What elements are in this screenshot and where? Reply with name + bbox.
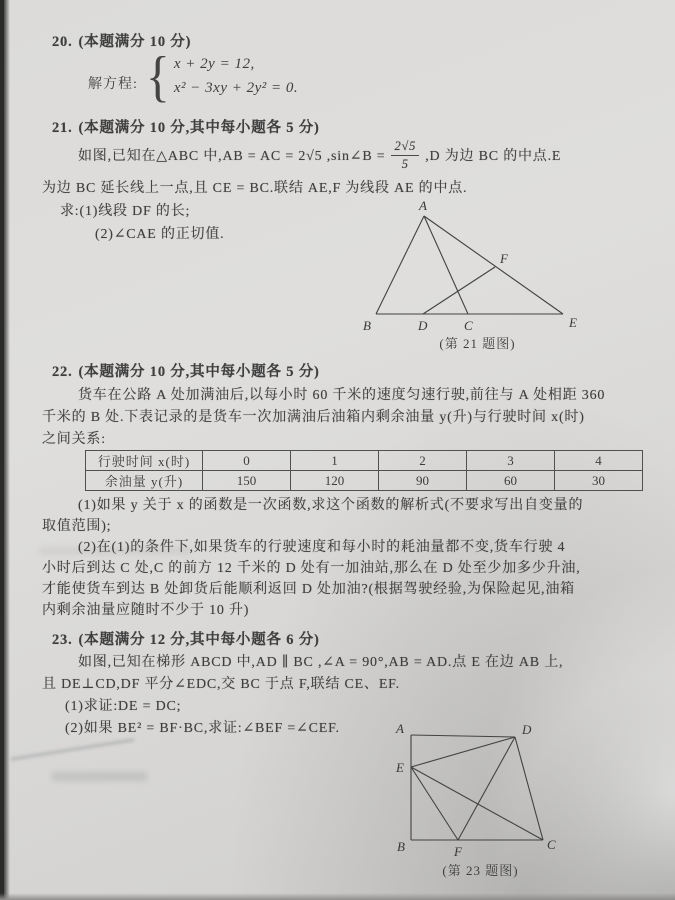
table-cell: 60 bbox=[467, 471, 555, 491]
problem-23-subquestion-1: (1)求证:DE = DC; bbox=[65, 699, 182, 714]
problem-23-title: (本题满分 12 分,其中每小题各 6 分) bbox=[78, 632, 320, 648]
fuel-data-table bbox=[85, 450, 643, 491]
vertex-label-F: F bbox=[454, 844, 462, 859]
vertex-label-C: C bbox=[547, 837, 556, 852]
problem-21-header bbox=[52, 116, 320, 137]
problem-22-header bbox=[52, 360, 320, 381]
problem-22-text-line-2: 千米的 B 处.下表记录的是货车一次加满油后油箱内剩余油量 y(升)与行驶时间 x(时) bbox=[42, 410, 585, 425]
table-header-time: 行驶时间 x(时) bbox=[86, 451, 203, 471]
problem-22-number: 22. bbox=[52, 364, 73, 380]
table-cell: 2 bbox=[379, 451, 467, 471]
vertex-label-B: B bbox=[363, 318, 371, 333]
vertex-label-A: A bbox=[419, 198, 427, 213]
table-cell: 3 bbox=[467, 451, 555, 471]
problem-21-text-line-2: 为边 BC 延长线上一点,且 CE = BC.联结 AE,F 为线段 AE 的中点. bbox=[42, 181, 468, 196]
paper-showthrough-mark bbox=[11, 738, 135, 761]
table-cell: 0 bbox=[203, 451, 291, 471]
photo-left-edge-dark bbox=[0, 0, 4, 900]
equation-1: x + 2y = 12, bbox=[173, 56, 255, 72]
paper-showthrough-mark bbox=[52, 772, 147, 781]
table-header-fuel: 余油量 y(升) bbox=[86, 471, 203, 491]
table-cell: 90 bbox=[379, 471, 467, 491]
table-cell: 150 bbox=[203, 471, 291, 491]
equation-list bbox=[174, 52, 298, 100]
problem-20-equation-system bbox=[88, 44, 299, 108]
problem-22-subquestion-2-line-3: 才能使货车到达 B 处卸货后能顺利返回 D 处加油?(根据驾驶经验,为保险起见,油箱 bbox=[42, 582, 575, 597]
table-row-time bbox=[86, 451, 643, 471]
problem-21-subquestion-1: 求:(1)线段 DF 的长; bbox=[60, 204, 191, 219]
problem-21-text-pre: 如图,已知在△ABC 中,AB = AC = 2√5 ,sin∠B = bbox=[78, 149, 386, 164]
vertex-label-C: C bbox=[464, 318, 473, 333]
problem-20-number: 20. bbox=[52, 34, 73, 50]
table-row-fuel bbox=[86, 471, 643, 491]
problem-22-text-line-1: 货车在公路 A 处加满油后,以每小时 60 千米的速度匀速行驶,前往与 A 处相距 360 bbox=[78, 388, 606, 403]
table-cell: 1 bbox=[291, 451, 379, 471]
vertex-label-B: B bbox=[397, 839, 405, 854]
vertex-label-A: A bbox=[396, 722, 404, 736]
system-brace: { bbox=[145, 44, 170, 108]
figure-23-trapezoid-diagram bbox=[380, 722, 580, 872]
solve-equation-label: 解方程: bbox=[88, 77, 138, 92]
problem-22-subquestion-1-line-2: 取值范围); bbox=[42, 519, 112, 534]
problem-21-number: 21. bbox=[52, 120, 73, 136]
problem-21-subquestion-2: (2)∠CAE 的正切值. bbox=[95, 227, 225, 242]
equation-2: x² − 3xy + 2y² = 0. bbox=[173, 80, 299, 96]
problem-23-text-line-2: 且 DE⊥CD,DF 平分∠EDC,交 BC 于点 F,联结 CE、EF. bbox=[42, 677, 400, 692]
problem-22-subquestion-1-line-1: (1)如果 y 关于 x 的函数是一次函数,求这个函数的解析式(不要求写出自变量的 bbox=[78, 498, 584, 513]
photo-bottom-edge-shadow bbox=[0, 893, 675, 900]
problem-23-subquestion-2: (2)如果 BE² = BF·BC,求证:∠BEF =∠CEF. bbox=[65, 721, 340, 736]
figure-21-triangle-diagram bbox=[330, 196, 590, 351]
table-cell: 30 bbox=[555, 471, 643, 491]
problem-22-subquestion-2-line-2: 小时后到达 C 处,C 的前方 12 千米的 D 处有一加油站,那么在 D 处至少加多少升油, bbox=[42, 561, 581, 576]
table-cell: 120 bbox=[291, 471, 379, 491]
vertex-label-E: E bbox=[396, 760, 404, 775]
vertex-label-D: D bbox=[522, 722, 532, 737]
problem-21-title: (本题满分 10 分,其中每小题各 5 分) bbox=[78, 120, 320, 136]
problem-22-text-line-3: 之间关系: bbox=[42, 432, 106, 447]
problem-23-header bbox=[52, 628, 320, 649]
problem-22-subquestion-2-line-1: (2)在(1)的条件下,如果货车的行驶速度和每小时的耗油量都不变,货车行驶 4 bbox=[78, 540, 566, 555]
table-cell: 4 bbox=[555, 451, 643, 471]
figure-21-caption: (第 21 题图) bbox=[439, 336, 516, 351]
problem-20-title: (本题满分 10 分) bbox=[78, 34, 192, 50]
problem-23-text-line-1: 如图,已知在梯形 ABCD 中,AD ∥ BC ,∠A = 90°,AB = AD.点 E 在边 AB 上, bbox=[78, 655, 564, 670]
fraction-denominator: 5 bbox=[401, 156, 409, 171]
figure-23-caption: (第 23 题图) bbox=[442, 863, 519, 878]
vertex-label-E: E bbox=[569, 315, 577, 330]
problem-22-subquestion-2-line-4: 内剩余油量应随时不少于 10 升) bbox=[42, 603, 250, 618]
fraction-numerator: 2√5 bbox=[391, 139, 419, 156]
vertex-label-F: F bbox=[500, 251, 508, 266]
sine-fraction bbox=[391, 139, 419, 172]
problem-21-text-post: ,D 为边 BC 的中点.E bbox=[425, 149, 562, 164]
problem-23-number: 23. bbox=[52, 632, 73, 648]
problem-22-title: (本题满分 10 分,其中每小题各 5 分) bbox=[78, 364, 320, 380]
vertex-label-D: D bbox=[418, 318, 428, 333]
problem-21-text-line-1 bbox=[78, 138, 561, 172]
